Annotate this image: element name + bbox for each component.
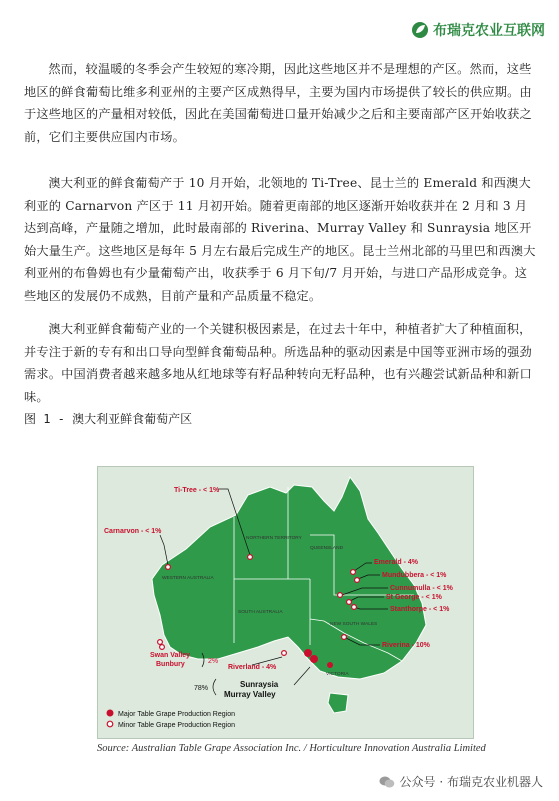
australia-grape-map — [97, 466, 474, 739]
legend-minor-label: Minor Table Grape Production Region — [118, 722, 235, 729]
wechat-icon — [379, 775, 395, 789]
marker-riverina — [342, 635, 347, 640]
marker-emerald — [351, 570, 356, 575]
marker-bunbury — [160, 645, 165, 650]
marker-st-george — [347, 600, 352, 605]
legend-minor-marker — [107, 721, 113, 727]
label-swan-pct: 2% — [208, 658, 219, 665]
state-label-wa: WESTERN AUSTRALIA — [162, 576, 214, 581]
label-mundubbera: Mundubbera - < 1% — [382, 572, 447, 579]
legend-major-label: Major Table Grape Production Region — [118, 711, 235, 718]
label-ti-tree: Ti-Tree - < 1% — [174, 487, 220, 494]
label-swan-valley: Swan Valley — [150, 652, 191, 659]
logo-text: 布瑞克农业互联网 — [433, 23, 545, 39]
footer-text: 公众号 · 布瑞克农业机器人 — [399, 775, 543, 789]
label-emerald: Emerald - 4% — [374, 559, 418, 566]
label-murray-valley: Murray Valley — [224, 690, 276, 699]
marker-victoria-major — [327, 662, 333, 668]
paragraph-1: 然而，较温暖的冬季会产生较短的寒冷期，因此这些地区并不是理想的产区。然而，这些地区的鲜食葡萄比维多利亚州的主要产区成熟得早，主要为国内市场提供了较长的供应期。由于这些地区的产量相对较低，因此在美国葡萄进口量开始减少之后和主要南部产区开始收获之前，它们主要供应国内市场。 — [24, 62, 532, 144]
label-carnarvon: Carnarvon - < 1% — [104, 528, 162, 535]
marker-carnarvon — [166, 565, 171, 570]
state-label-qld: QUEENSLAND — [310, 546, 344, 551]
paragraph-2: 澳大利亚的鲜食葡萄产于 10 月开始，北领地的 Ti-Tree、昆士兰的 Emerald 和西澳大利亚的 Carnarvon 产区于 11 月初开始。随着更南部的地区逐渐开始收获并在 2 月和 3 月达到高峰，产量随之增加，此时最南部的 Riverina、Murray Valley 和 Sunraysia 地区开始大量生产。这些地区是每年 5 月左右最后完成生产的地区。昆士兰州北部的马里巴和西澳大利亚州的布鲁姆也有少量葡萄产出，收获季于 6 月下旬/7 月开始，与进口产品形成竞争。这些地区的发展仍不成熟，目前产量和产品质量不稳定。 — [24, 176, 536, 303]
tasmania — [328, 693, 348, 713]
label-cunnumulla: Cunnumulla - < 1% — [390, 585, 453, 592]
footer-watermark — [379, 773, 543, 790]
state-label-nt: NORTHERN TERRITORY — [246, 536, 302, 541]
state-label-nsw: NEW SOUTH WALES — [330, 622, 378, 627]
figure-caption: 图 1 - 澳大利亚鲜食葡萄产区 — [24, 412, 193, 426]
label-riverland: Riverland - 4% — [228, 664, 277, 671]
marker-sunraysia — [304, 649, 312, 657]
label-sunraysia: Sunraysia — [240, 680, 279, 689]
marker-swan-valley — [158, 640, 163, 645]
marker-cunnumulla — [338, 593, 343, 598]
marker-stanthorpe — [352, 605, 357, 610]
marker-riverland — [282, 651, 287, 656]
state-label-sa: SOUTH AUSTRALIA — [238, 610, 283, 615]
label-riverina: Riverina - 10% — [382, 642, 430, 649]
legend-major-marker — [107, 710, 114, 717]
paragraph-3: 澳大利亚鲜食葡萄产业的一个关键积极因素是，在过去十年中，种植者扩大了种植面积，并专注于新的专有和出口导向型鲜食葡萄品种。所选品种的驱动因素是中国等亚洲市场的强劲需求。中国消费者越来越多地从红地球等有籽品种转向无籽品种，也有兴趣尝试新品种和新口味。 — [24, 322, 532, 404]
map-svg — [98, 467, 473, 738]
marker-mundubbera — [355, 578, 360, 583]
state-label-vic: VICTORIA — [326, 672, 349, 677]
label-major-pct: 78% — [194, 685, 209, 692]
label-stanthorpe: Stanthorpe - < 1% — [390, 606, 450, 613]
figure-source: Source: Australian Table Grape Association Inc. / Horticulture Innovation Australia Limited — [97, 743, 486, 754]
marker-ti-tree — [248, 555, 253, 560]
major-bracket — [213, 679, 216, 695]
label-bunbury: Bunbury — [156, 661, 185, 668]
marker-murray-valley — [310, 655, 318, 663]
label-st-george: St George - < 1% — [386, 594, 442, 601]
leaf-logo-icon — [411, 21, 429, 39]
brand-logo — [411, 20, 545, 40]
